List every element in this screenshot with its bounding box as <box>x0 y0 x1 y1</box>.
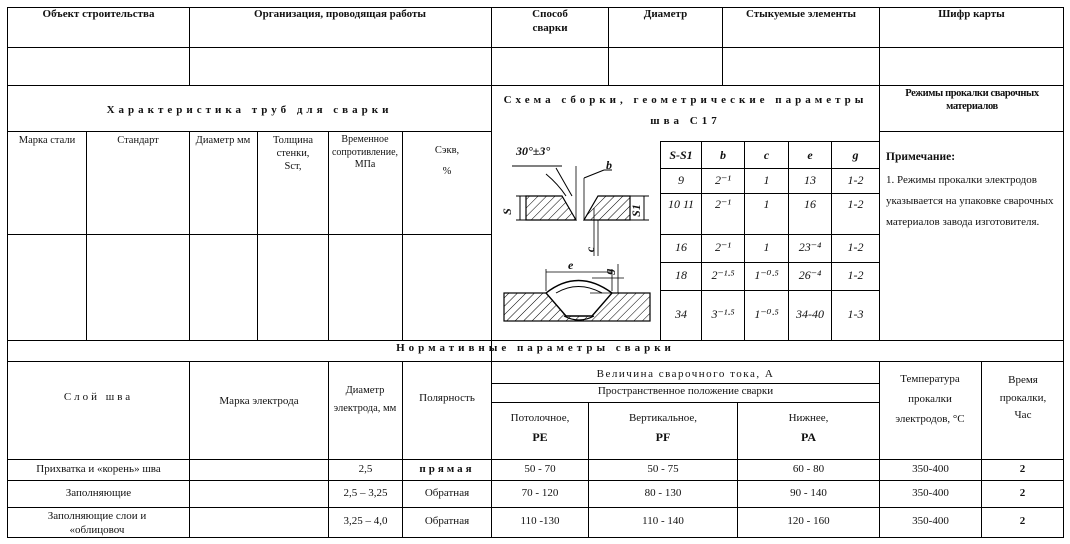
pos-vertical-code: PF <box>655 429 671 444</box>
scheme-table-cell: 2⁻¹ <box>715 240 731 254</box>
cell-time: 2 <box>1019 515 1026 527</box>
grid-line <box>7 459 1064 460</box>
grid-line <box>7 47 1064 48</box>
cell-pe: 70 - 120 <box>521 486 559 499</box>
scheme-table-cell: 34-40 <box>796 307 824 321</box>
grid-line <box>7 340 1064 341</box>
grid-line <box>7 234 491 235</box>
grid-line <box>7 480 1064 481</box>
cell-temp: 350-400 <box>912 515 949 527</box>
scheme-table-cell: 1-2 <box>847 197 864 211</box>
scheme-table-cell: 1 <box>763 172 770 187</box>
cell-pa: 60 - 80 <box>792 462 825 475</box>
pos-vertical-name: Вертикальное, <box>628 412 698 424</box>
gap-b-label: b <box>606 158 612 172</box>
grid-line <box>328 131 329 340</box>
scheme-col-header: S-S1 <box>669 148 693 162</box>
cell-polarity: прямая <box>419 462 475 475</box>
grid-line <box>402 361 403 537</box>
col-diameter: Диаметр мм <box>195 135 251 146</box>
scheme-table-cell: 2⁻¹·⁵ <box>711 268 735 282</box>
scheme-table-cell: 1-3 <box>847 307 864 321</box>
bevel-angle-label: 30°±3° <box>516 144 551 158</box>
card-code-label: Шифр карты <box>938 8 1005 20</box>
cell-diam: 2,5 <box>358 462 373 475</box>
grid-line <box>7 7 8 537</box>
scheme-table-cell: 1 <box>763 197 770 211</box>
scheme-title: Схема сборки, геометрические параметры <box>503 94 868 106</box>
col-strength: Временное сопротивление, МПа <box>331 134 399 170</box>
scheme-col-header: e <box>807 148 813 162</box>
grid-line <box>660 141 879 142</box>
scheme-table-cell: 34 <box>675 307 687 321</box>
cell-pe: 50 - 70 <box>524 462 556 475</box>
reinforcement-g-label: g <box>601 268 616 275</box>
grid-line <box>1063 7 1064 537</box>
grid-line <box>189 361 190 537</box>
cell-diam: 2,5 – 3,25 <box>343 486 388 499</box>
cell-pf: 110 - 140 <box>642 515 684 527</box>
cell-pa: 120 - 160 <box>787 515 830 527</box>
pos-ceiling <box>492 412 588 445</box>
scheme-table-cell: 1⁻⁰·⁵ <box>754 268 779 282</box>
col-wall-thickness-text: Толщина стенки, <box>273 135 313 160</box>
cell-polarity: Обратная <box>424 486 470 499</box>
grid-line <box>660 262 879 263</box>
col-ceq-unit: % <box>442 166 452 178</box>
grid-line <box>7 361 1064 362</box>
grid-line <box>491 383 880 384</box>
scheme-table-cell: 1-2 <box>847 172 864 187</box>
grid-line <box>7 131 491 132</box>
grid-line <box>7 537 1064 538</box>
joined-elements-label: Стыкуемые элементы <box>745 8 857 20</box>
cell-time: 2 <box>1019 462 1026 475</box>
scheme-col-header: c <box>763 148 770 162</box>
cell-time: 2 <box>1019 486 1026 499</box>
col-calcination-temp: Температура прокалки электродов, °С <box>895 373 965 425</box>
cell-layer: Заполняющие <box>65 486 132 499</box>
scheme-table-cell: 3⁻¹·⁵ <box>711 307 735 321</box>
col-standard: Стандарт <box>117 135 159 146</box>
grid-line <box>660 290 879 291</box>
scheme-table-cell: 16 <box>675 240 687 254</box>
cell-polarity: Обратная <box>424 515 470 527</box>
scheme-table-cell: 2⁻¹ <box>715 197 731 211</box>
cell-diam: 3,25 – 4,0 <box>343 515 388 527</box>
diameter-label: Диаметр <box>643 8 688 20</box>
left-plate <box>526 196 576 220</box>
scheme-table-cell: 26⁻⁴ <box>798 268 822 282</box>
scheme-table-cell: 1⁻⁰·⁵ <box>754 307 779 321</box>
pipes-title: Характеристика труб для сварки <box>106 104 393 116</box>
col-electrode: Марка электрода <box>219 395 299 407</box>
scheme-table-cell: 10 11 <box>667 197 695 211</box>
grid-line <box>879 131 1064 132</box>
cell-layer: Прихватка и «корень» шва <box>36 462 161 475</box>
scheme-table-cell: 1-2 <box>847 268 864 282</box>
current-label: Величина сварочного тока, А <box>596 368 775 380</box>
col-ceq-symbol: Сэкв, <box>434 145 460 156</box>
grid-line <box>86 131 87 340</box>
scheme-table-cell: 1 <box>763 240 770 254</box>
grid-line <box>491 402 880 403</box>
grid-line <box>660 168 879 169</box>
scheme-table-cell: 13 <box>804 172 816 187</box>
grid-line <box>879 7 880 340</box>
root-c-label: c <box>583 246 598 253</box>
scheme-subtitle: шва С17 <box>650 115 721 127</box>
note-label: Примечание: <box>886 151 956 163</box>
grid-line <box>660 234 879 235</box>
col-wall-thickness-symbol: Sст, <box>284 161 302 173</box>
cell-temp: 350-400 <box>912 462 949 475</box>
col-carbon-equivalent <box>403 144 491 178</box>
object-label: Объект строительства <box>42 8 155 20</box>
pos-flat-code: PA <box>800 429 817 444</box>
scheme-col-header: b <box>720 148 726 162</box>
cell-pf: 50 - 75 <box>647 462 679 475</box>
thickness-s-label: S <box>499 208 514 215</box>
params-title: Нормативные параметры сварки <box>396 342 675 354</box>
grid-line <box>879 361 880 537</box>
note-text: 1. Режимы прокалки электродов указывается на упаковке сварочных материалов завода изготовителя. <box>886 174 1054 228</box>
scheme-table-cell: 16 <box>804 197 816 211</box>
organization-label: Организация, проводящая работы <box>254 8 426 20</box>
right-plate <box>584 196 630 220</box>
grid-line <box>189 7 190 85</box>
grid-line <box>981 361 982 537</box>
pos-vertical <box>589 412 737 445</box>
pos-ceiling-name: Потолочное, <box>510 412 570 424</box>
scheme-table-cell: 1-2 <box>847 240 864 254</box>
scheme-table-cell: 18 <box>675 268 687 282</box>
scheme-table-cell: 9 <box>678 172 684 187</box>
width-e-label: e <box>568 258 574 272</box>
scheme-col-header: g <box>852 148 859 162</box>
weld-joint-diagram <box>494 138 658 338</box>
position-label: Пространственное положение сварки <box>597 385 774 397</box>
grid-line <box>660 193 879 194</box>
col-layer: Слой шва <box>63 391 134 403</box>
grid-line <box>328 361 329 537</box>
cell-temp: 350-400 <box>912 486 949 499</box>
col-steel-grade: Марка стали <box>18 135 76 146</box>
col-polarity: Полярность <box>419 392 475 404</box>
grid-line <box>7 85 1064 86</box>
scheme-table-cell: 2⁻¹ <box>715 172 731 187</box>
scheme-table-cell: 23⁻⁴ <box>798 240 822 254</box>
cell-pa: 90 - 140 <box>790 486 827 499</box>
pos-ceiling-code: PE <box>532 429 548 444</box>
cell-layer: Заполняющие слои и «облицовоч <box>47 510 147 536</box>
cell-pf: 80 - 130 <box>644 486 682 499</box>
grid-line <box>189 131 190 340</box>
col-wall-thickness <box>258 134 328 173</box>
col-electrode-diameter: Диаметр электрода, мм <box>333 385 397 414</box>
thickness-s1-label: S1 <box>628 204 643 217</box>
col-calcination-time: Время прокалки, Час <box>999 374 1047 422</box>
pos-flat <box>738 412 879 445</box>
cell-pe: 110 -130 <box>520 515 560 527</box>
calcination-title: Режимы прокалки сварочных материалов <box>905 88 1039 113</box>
welding-method-label: Способ сварки <box>532 8 568 34</box>
pos-flat-name: Нижнее, <box>788 412 829 424</box>
grid-line <box>491 7 492 537</box>
grid-line <box>7 507 1064 508</box>
